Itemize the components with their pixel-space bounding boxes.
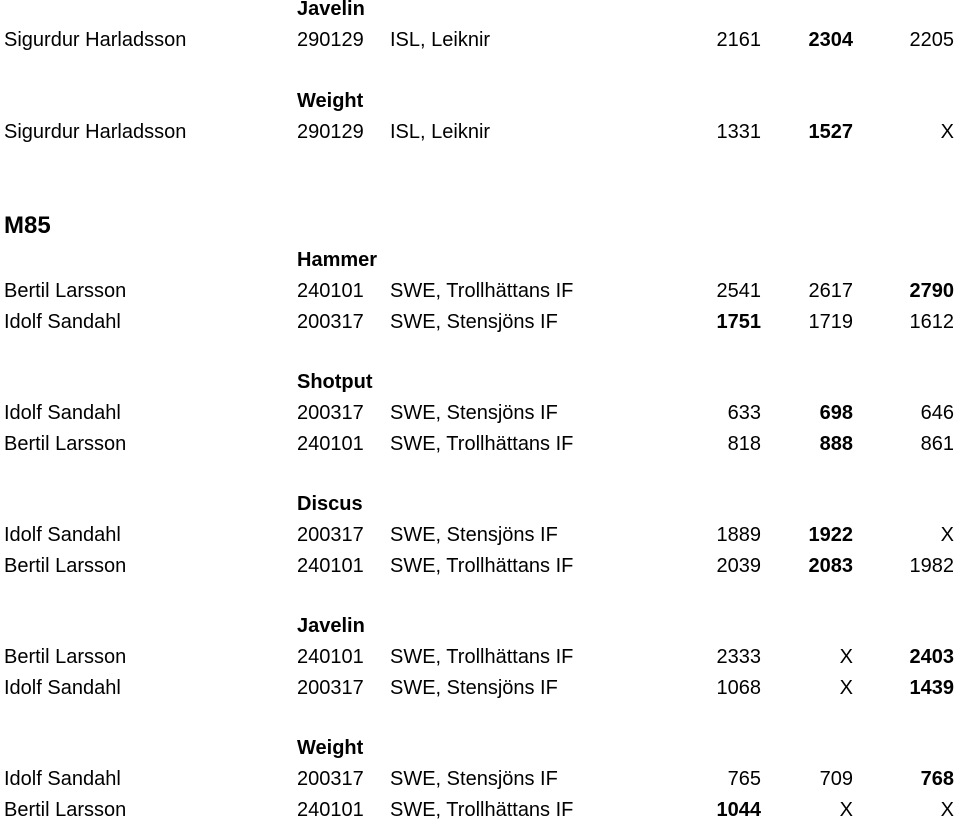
attempt-b: X bbox=[839, 798, 853, 821]
attempt-b: 709 bbox=[819, 768, 853, 790]
event-heading: Javelin bbox=[297, 615, 365, 637]
result-row bbox=[0, 520, 960, 550]
athlete-name: Bertil Larsson bbox=[4, 554, 127, 577]
result-row bbox=[0, 429, 960, 459]
attempt-b: 2083 bbox=[808, 554, 853, 577]
athlete-name: Idolf Sandahl bbox=[4, 524, 121, 546]
club-name: SWE, Stensjöns IF bbox=[390, 524, 558, 546]
attempt-a: 2333 bbox=[716, 646, 761, 668]
club-name: ISL, Leiknir bbox=[390, 121, 491, 143]
attempt-a: 2039 bbox=[716, 554, 761, 577]
event-heading: Shotput bbox=[297, 371, 373, 393]
club-name: SWE, Trollhättans IF bbox=[390, 432, 574, 455]
athlete-name: Bertil Larsson bbox=[4, 280, 127, 302]
birth-date: 200317 bbox=[297, 524, 364, 546]
attempt-c: 1982 bbox=[909, 554, 954, 577]
event-heading: Hammer bbox=[297, 249, 378, 271]
attempt-b: 888 bbox=[819, 432, 853, 455]
attempt-c: 2205 bbox=[909, 29, 954, 51]
attempt-a: 2161 bbox=[716, 29, 761, 51]
result-row bbox=[0, 764, 960, 794]
result-row bbox=[0, 276, 960, 306]
attempt-c: X bbox=[940, 121, 954, 143]
birth-date: 200317 bbox=[297, 310, 364, 333]
athlete-name: Bertil Larsson bbox=[4, 432, 127, 455]
attempt-c: 2790 bbox=[909, 280, 954, 302]
athlete-name: Bertil Larsson bbox=[4, 646, 127, 668]
birth-date: 240101 bbox=[297, 646, 364, 668]
attempt-b: X bbox=[839, 646, 853, 668]
birth-date: 200317 bbox=[297, 676, 364, 699]
attempt-a: 1751 bbox=[716, 310, 761, 333]
attempt-c: X bbox=[940, 524, 954, 546]
attempt-a: 1044 bbox=[716, 798, 761, 821]
athlete-name: Idolf Sandahl bbox=[4, 768, 121, 790]
athlete-name: Sigurdur Harladsson bbox=[4, 121, 187, 143]
attempt-b: 698 bbox=[819, 402, 853, 424]
attempt-a: 1889 bbox=[716, 524, 761, 546]
event-heading: Weight bbox=[297, 90, 364, 112]
result-row bbox=[0, 307, 960, 337]
result-row bbox=[0, 117, 960, 147]
attempt-b: 2617 bbox=[808, 280, 853, 302]
event-heading: Weight bbox=[297, 737, 364, 759]
age-class-heading: M85 bbox=[4, 212, 51, 239]
athlete-name: Bertil Larsson bbox=[4, 798, 127, 821]
club-name: ISL, Leiknir bbox=[390, 29, 491, 51]
club-name: SWE, Stensjöns IF bbox=[390, 676, 558, 699]
club-name: SWE, Trollhättans IF bbox=[390, 554, 574, 577]
attempt-a: 2541 bbox=[716, 280, 761, 302]
birth-date: 240101 bbox=[297, 280, 364, 302]
athlete-name: Sigurdur Harladsson bbox=[4, 29, 187, 51]
attempt-c: X bbox=[940, 798, 954, 821]
athlete-name: Idolf Sandahl bbox=[4, 402, 121, 424]
club-name: SWE, Stensjöns IF bbox=[390, 768, 558, 790]
attempt-b: 1719 bbox=[808, 310, 853, 333]
birth-date: 240101 bbox=[297, 798, 364, 821]
event-heading: Javelin bbox=[297, 0, 365, 20]
club-name: SWE, Stensjöns IF bbox=[390, 402, 558, 424]
attempt-c: 1612 bbox=[909, 310, 954, 333]
attempt-b: 2304 bbox=[808, 29, 853, 51]
result-row bbox=[0, 795, 960, 825]
attempt-a: 1068 bbox=[716, 676, 761, 699]
birth-date: 290129 bbox=[297, 121, 364, 143]
attempt-a: 1331 bbox=[716, 121, 761, 143]
attempt-a: 633 bbox=[727, 402, 761, 424]
athlete-name: Idolf Sandahl bbox=[4, 676, 121, 699]
club-name: SWE, Trollhättans IF bbox=[390, 280, 574, 302]
attempt-c: 1439 bbox=[909, 676, 954, 699]
attempt-c: 2403 bbox=[909, 646, 954, 668]
attempt-b: 1922 bbox=[808, 524, 853, 546]
attempt-b: X bbox=[839, 676, 853, 699]
result-row bbox=[0, 551, 960, 581]
birth-date: 240101 bbox=[297, 432, 364, 455]
birth-date: 200317 bbox=[297, 402, 364, 424]
event-heading: Discus bbox=[297, 493, 363, 515]
club-name: SWE, Stensjöns IF bbox=[390, 310, 558, 333]
birth-date: 240101 bbox=[297, 554, 364, 577]
result-row bbox=[0, 642, 960, 672]
result-row bbox=[0, 398, 960, 428]
attempt-c: 768 bbox=[920, 768, 954, 790]
attempt-a: 818 bbox=[727, 432, 761, 455]
attempt-b: 1527 bbox=[808, 121, 853, 143]
athlete-name: Idolf Sandahl bbox=[4, 310, 121, 333]
club-name: SWE, Trollhättans IF bbox=[390, 798, 574, 821]
birth-date: 200317 bbox=[297, 768, 364, 790]
club-name: SWE, Trollhättans IF bbox=[390, 646, 574, 668]
attempt-c: 861 bbox=[920, 432, 954, 455]
result-row bbox=[0, 673, 960, 703]
attempt-c: 646 bbox=[920, 402, 954, 424]
birth-date: 290129 bbox=[297, 29, 364, 51]
attempt-a: 765 bbox=[727, 768, 761, 790]
result-row bbox=[0, 25, 960, 55]
